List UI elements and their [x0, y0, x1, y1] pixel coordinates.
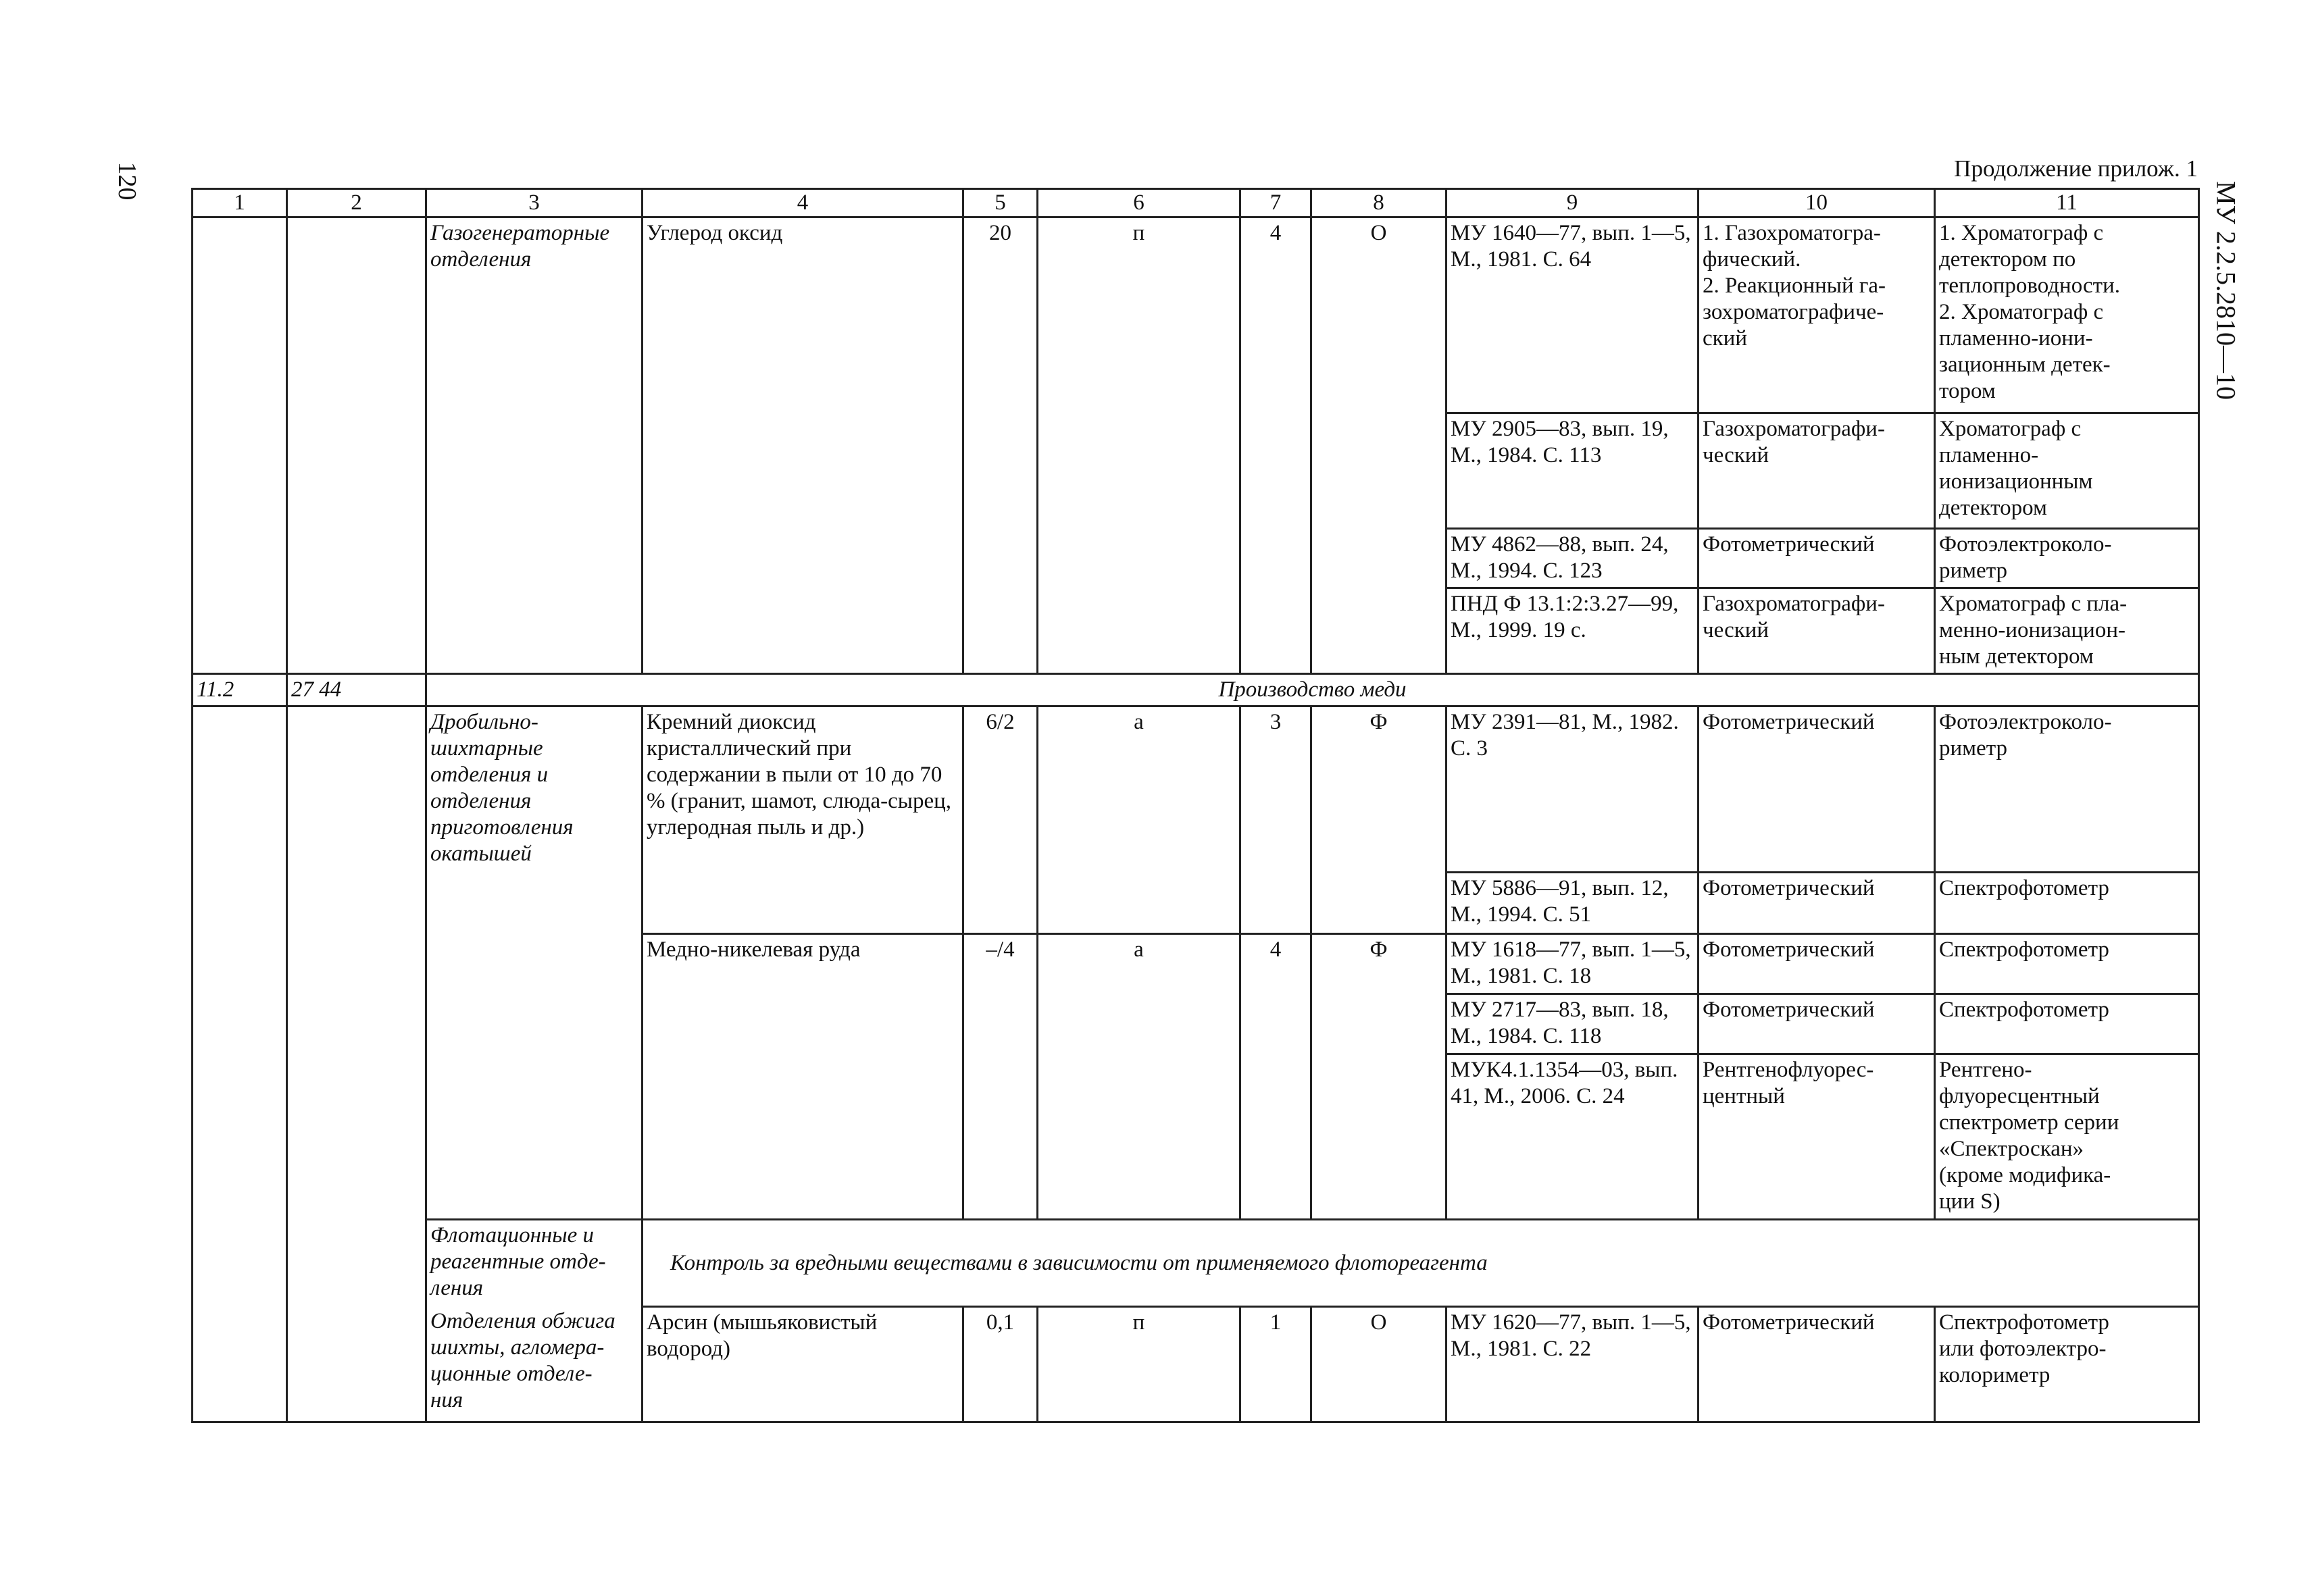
method-name-cell: Фотометрический — [1699, 528, 1935, 588]
page-number: 120 — [113, 161, 141, 201]
substance-cell: Кремний диоксид кристаллический при содержании в пыли от 10 до 70 % (гранит, шамот, слюда-сырец, углеродная пыль и др.) — [643, 706, 963, 934]
device-cell: Спектрофотометр — [1935, 994, 2199, 1054]
device-cell — [1935, 528, 2199, 588]
table-row — [193, 1306, 2199, 1422]
area-line: ления — [430, 1276, 484, 1301]
method-ref-cell: МУ 4862—88, вып. 24, М., 1994. С. 123 — [1447, 528, 1699, 588]
substance-cell: Медно-никелевая руда — [643, 933, 963, 1219]
device-line: риметр — [1939, 736, 2008, 761]
device-line: Рентгено- — [1939, 1057, 2032, 1082]
column-number: 10 — [1699, 189, 1935, 217]
area-line: приготовления — [430, 815, 574, 840]
method-name-line: Рентгенофлуорес- — [1703, 1057, 1874, 1082]
device-cell — [1935, 217, 2199, 413]
method-ref-cell: МУ 2717—83, вып. 18, М., 1984. С. 118 — [1447, 994, 1699, 1054]
method-name-line: Газохроматографи- — [1703, 416, 1885, 441]
hazard-class-cell: 4 — [1240, 933, 1311, 1219]
hazard-class-cell: 1 — [1240, 1306, 1311, 1422]
section-row — [193, 673, 2199, 706]
device-line: флуоресцентный — [1939, 1083, 2100, 1108]
method-name-cell — [1699, 588, 1935, 674]
area-line: шихты, агломера- — [430, 1335, 605, 1360]
method-name-line: ческий — [1703, 442, 1769, 467]
device-line: Спектрофотометр — [1939, 1310, 2109, 1335]
area-line: окатышей — [430, 841, 532, 866]
device-line: 2. Хроматограф с — [1939, 299, 2104, 324]
device-cell — [1935, 413, 2199, 528]
area-line: ния — [430, 1388, 463, 1413]
method-ref-cell: МУ 1620—77, вып. 1—5, М., 1981. С. 22 — [1447, 1306, 1699, 1422]
method-name-line: центный — [1703, 1083, 1785, 1108]
device-line: пламенно-иони- — [1939, 326, 2093, 351]
section-title: Производство меди — [426, 673, 2199, 706]
code-cell — [287, 706, 426, 1422]
method-ref-cell: МУ 5886—91, вып. 12, М., 1994. С. 51 — [1447, 873, 1699, 933]
column-number: 8 — [1311, 189, 1447, 217]
device-cell — [1935, 1306, 2199, 1422]
method-ref-cell: МУ 1640—77, вып. 1—5, М., 1981. С. 64 — [1447, 217, 1699, 413]
column-number: 7 — [1240, 189, 1311, 217]
flotation-note: Контроль за вредными веществами в зависимости от применяемого флотореагента — [643, 1220, 2199, 1307]
method-name-cell: Фотометрический — [1699, 706, 1935, 873]
device-line: Фотоэлектроколо- — [1939, 710, 2112, 735]
device-line: ионизационным — [1939, 469, 2093, 494]
column-numbers-row — [193, 189, 2199, 217]
area-cell: Газогенераторные отделения — [426, 217, 643, 674]
hazard-class-cell: 3 — [1240, 706, 1311, 934]
method-ref-cell: МУ 2391—81, М., 1982. С. 3 — [1447, 706, 1699, 873]
device-line: спектрометр серии — [1939, 1110, 2119, 1135]
device-line: теплопроводности. — [1939, 274, 2121, 299]
device-cell: Спектрофотометр — [1935, 873, 2199, 933]
area-line: шихтарные — [430, 736, 543, 761]
method-name-line: ский — [1703, 326, 1747, 351]
feature-cell: О — [1311, 1306, 1447, 1422]
device-cell — [1935, 706, 2199, 873]
hazard-class-cell: 4 — [1240, 217, 1311, 674]
method-ref-cell: ПНД Ф 13.1:2:3.27—99, М., 1999. 19 с. — [1447, 588, 1699, 674]
value-cell: 6/2 — [963, 706, 1038, 934]
area-line: ционные отделе- — [430, 1362, 593, 1387]
column-number: 2 — [287, 189, 426, 217]
state-cell: п — [1038, 1306, 1240, 1422]
method-name-cell: Фотометрический — [1699, 1306, 1935, 1422]
method-name-cell: Фотометрический — [1699, 933, 1935, 994]
area-line: отделения — [430, 788, 532, 813]
method-name-cell: Фотометрический — [1699, 873, 1935, 933]
device-line: детектором по — [1939, 247, 2076, 272]
code-cell — [193, 706, 287, 1422]
feature-cell: О — [1311, 217, 1447, 674]
area-line: Отделения обжига — [430, 1309, 615, 1334]
feature-cell: Ф — [1311, 933, 1447, 1219]
area-line: Дробильно- — [430, 710, 538, 735]
method-name-line: зохроматографиче- — [1703, 299, 1884, 324]
value-cell: 0,1 — [963, 1306, 1038, 1422]
device-line: тором — [1939, 378, 1996, 403]
device-line: Хроматограф с пла- — [1939, 592, 2128, 617]
column-number: 6 — [1038, 189, 1240, 217]
hygiene-control-table — [191, 188, 2200, 1423]
device-line: «Спектроскан» — [1939, 1136, 2084, 1161]
method-name-cell — [1699, 217, 1935, 413]
method-name-line: ческий — [1703, 618, 1769, 643]
device-line: 1. Хроматограф с — [1939, 221, 2104, 246]
code-cell — [287, 217, 426, 674]
device-line: (кроме модифика- — [1939, 1162, 2111, 1187]
table-row — [193, 706, 2199, 873]
device-line: зационным детек- — [1939, 352, 2111, 377]
column-number: 4 — [643, 189, 963, 217]
substance-cell: Арсин (мышьяковистый водород) — [643, 1306, 963, 1422]
substance-cell: Углерод оксид — [643, 217, 963, 674]
column-number: 1 — [193, 189, 287, 217]
continuation-label: Продолжение прилож. 1 — [1954, 155, 2198, 182]
device-line: колориметр — [1939, 1362, 2051, 1387]
method-name-line: фический. — [1703, 247, 1801, 272]
section-code-cell: 27 44 — [287, 673, 426, 706]
section-code-cell: 11.2 — [193, 673, 287, 706]
area-line: Флотационные и — [430, 1223, 595, 1248]
column-number: 11 — [1935, 189, 2199, 217]
area-line: реагентные отде- — [430, 1250, 606, 1275]
table-row — [193, 217, 2199, 413]
method-name-line: 2. Реакционный га- — [1703, 274, 1886, 299]
area-cell — [426, 1306, 643, 1422]
value-cell: –/4 — [963, 933, 1038, 1219]
device-line: Фотоэлектроколо- — [1939, 532, 2112, 557]
column-number: 5 — [963, 189, 1038, 217]
table-row — [193, 1220, 2199, 1307]
device-cell: Спектрофотометр — [1935, 933, 2199, 994]
device-line: ции S) — [1939, 1189, 2001, 1214]
method-ref-cell: МУ 1618—77, вып. 1—5, М., 1981. С. 18 — [1447, 933, 1699, 994]
method-ref-cell: МУК4.1.1354—03, вып. 41, М., 2006. С. 24 — [1447, 1054, 1699, 1219]
method-name-cell: Фотометрический — [1699, 994, 1935, 1054]
device-line: менно-ионизацион- — [1939, 618, 2126, 643]
document-code: МУ 2.2.5.2810—10 — [2211, 181, 2242, 400]
device-cell — [1935, 1054, 2199, 1219]
value-cell: 20 — [963, 217, 1038, 674]
code-cell — [193, 217, 287, 674]
state-cell: а — [1038, 706, 1240, 934]
method-name-line: Газохроматографи- — [1703, 592, 1885, 617]
column-number: 3 — [426, 189, 643, 217]
device-cell — [1935, 588, 2199, 674]
column-number: 9 — [1447, 189, 1699, 217]
area-cell — [426, 706, 643, 1220]
device-line: или фотоэлектро- — [1939, 1336, 2107, 1361]
state-cell: п — [1038, 217, 1240, 674]
area-cell — [426, 1220, 643, 1307]
area-line: отделения и — [430, 763, 549, 787]
device-line: пламенно- — [1939, 442, 2039, 467]
device-line: детектором — [1939, 495, 2047, 520]
method-name-cell — [1699, 413, 1935, 528]
feature-cell: Ф — [1311, 706, 1447, 934]
state-cell: а — [1038, 933, 1240, 1219]
device-line: Хроматограф с — [1939, 416, 2082, 441]
method-ref-cell: МУ 2905—83, вып. 19, М., 1984. С. 113 — [1447, 413, 1699, 528]
method-name-line: 1. Газохроматогра- — [1703, 221, 1881, 246]
method-name-cell — [1699, 1054, 1935, 1219]
device-line: ным детектором — [1939, 644, 2094, 669]
device-line: риметр — [1939, 558, 2008, 583]
